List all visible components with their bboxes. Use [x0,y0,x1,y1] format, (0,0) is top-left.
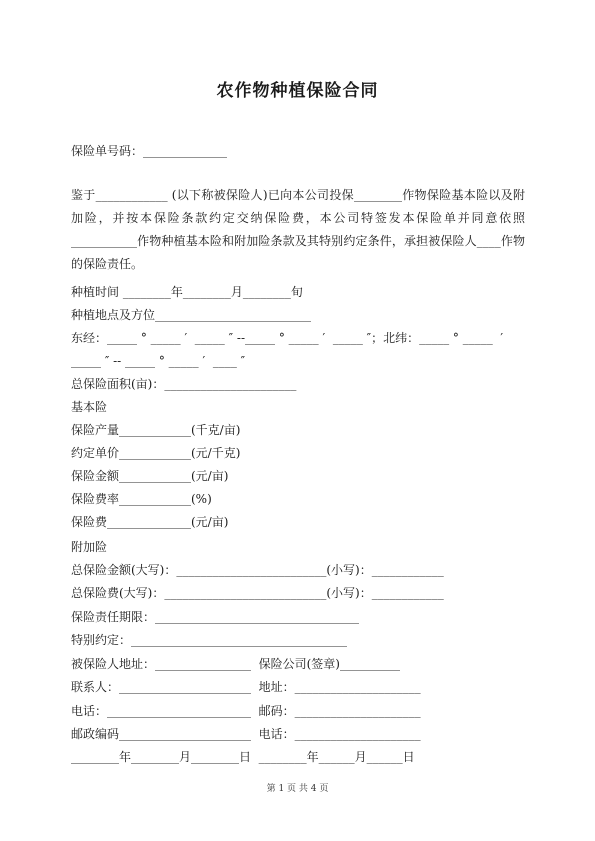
total-area-line: 总保险面积(亩)：______________________ [71,377,297,391]
special-agreement-line: 特别约定：____________________________________ [71,633,348,647]
signature-dates-line: ________年________月________日 ________年______月______日 [71,750,415,764]
page-footer: 第 1 页 共 4 页 [266,784,329,794]
contact-person-line: 联系人：______________________ 地址：_____________________ [71,680,421,694]
postal-code-line: 邮政编码______________________ 电话：_____________________ [71,727,421,741]
insurance-period-line: 保险责任期限：__________________________________ [71,610,360,624]
policy-number-line: 保险单号码：______________ [71,144,228,158]
basic-insurance-heading: 基本险 [71,400,108,414]
document-title: 农作物种植保险合同 [216,81,379,101]
premium-rate-line: 保险费率____________(%) [71,492,212,506]
planting-time-line: 种植时间 ________年________月________旬 [71,285,303,299]
insured-address-line: 被保险人地址：________________ 保险公司(签章)__________ [71,657,400,671]
unit-price-line: 约定单价____________(元/千克) [71,446,241,460]
intro-paragraph: 鉴于____________ (以下称被保险人)已向本公司投保________作物保险基本险以及附加险，并按本保险条款约定交纳保险费，本公司特签发本保险单并同意依照___________作物种植基本险和附加险条款及其特别约定条件，承担被保险人____作物的保险责任。 [71,188,525,271]
coordinates-line-2: _____ ″ -- _____ ° _____ ′ ____ ″ [71,354,246,368]
additional-insurance-heading: 附加险 [71,540,108,554]
total-insured-amount-line: 总保险金额(大写)：_________________________(小写)：____________ [71,563,444,577]
coordinates-line-1: 东经：_____ ° _____ ′ _____ ″ --_____ ° _____ ′ _____ ″；北纬：_____ ° _____ ′ [71,331,504,345]
total-premium-line: 总保险费(大写)：___________________________(小写)：____________ [71,586,444,600]
insured-yield-line: 保险产量____________(千克/亩) [71,423,241,437]
phone-line: 电话：________________________ 邮码：_____________________ [71,704,421,718]
planting-location-line: 种植地点及方位__________________________ [71,308,312,322]
premium-line: 保险费______________(元/亩) [71,515,229,529]
insured-amount-line: 保险金额____________(元/亩) [71,469,229,483]
